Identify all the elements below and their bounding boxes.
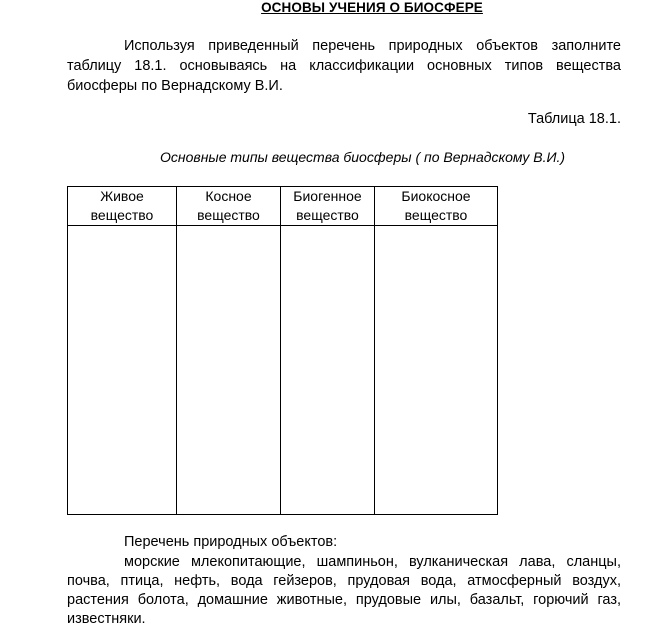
header-line: вещество bbox=[90, 207, 154, 223]
table-body-row bbox=[68, 226, 498, 515]
header-line: вещество bbox=[197, 207, 260, 223]
objects-list-body: морские млекопитающие, шампиньон, вулканическая лава, сланцы, почва, птица, нефть, вода гейзеров, прудовая вода, атмосферный воздух, растения болота, домашние животные, прудовые илы, базальт, горючий газ, известняки. bbox=[67, 554, 621, 627]
objects-list-label: Перечень природных объектов: bbox=[124, 534, 338, 550]
header-line: Косное bbox=[205, 188, 252, 204]
cell-bioinert-matter[interactable] bbox=[375, 226, 498, 515]
cell-inert-matter[interactable] bbox=[177, 226, 281, 515]
header-inert-matter bbox=[177, 187, 281, 226]
table-header-row bbox=[68, 187, 498, 226]
header-living-matter bbox=[68, 187, 177, 226]
header-line: Живое bbox=[100, 188, 144, 204]
biosphere-matter-table bbox=[67, 186, 498, 515]
document-title: ОСНОВЫ УЧЕНИЯ О БИОСФЕРЕ bbox=[261, 0, 483, 15]
header-line: Биогенное bbox=[293, 188, 362, 204]
header-bioinert-matter bbox=[375, 187, 498, 226]
instructions-paragraph: Используя приведенный перечень природных объектов заполните таблицу 18.1. основываясь на классификации основных типов вещества биосферы по Вернадскому В.И. bbox=[67, 38, 621, 94]
table-caption: Таблица 18.1. bbox=[527, 111, 621, 127]
header-line: вещество bbox=[404, 207, 468, 223]
header-biogenic-matter bbox=[281, 187, 375, 226]
table-subtitle: Основные типы вещества биосферы ( по Вернадскому В.И.) bbox=[160, 149, 566, 165]
cell-living-matter[interactable] bbox=[68, 226, 177, 515]
cell-biogenic-matter[interactable] bbox=[281, 226, 375, 515]
header-line: Биокосное bbox=[401, 188, 471, 204]
header-line: вещество bbox=[296, 207, 359, 223]
